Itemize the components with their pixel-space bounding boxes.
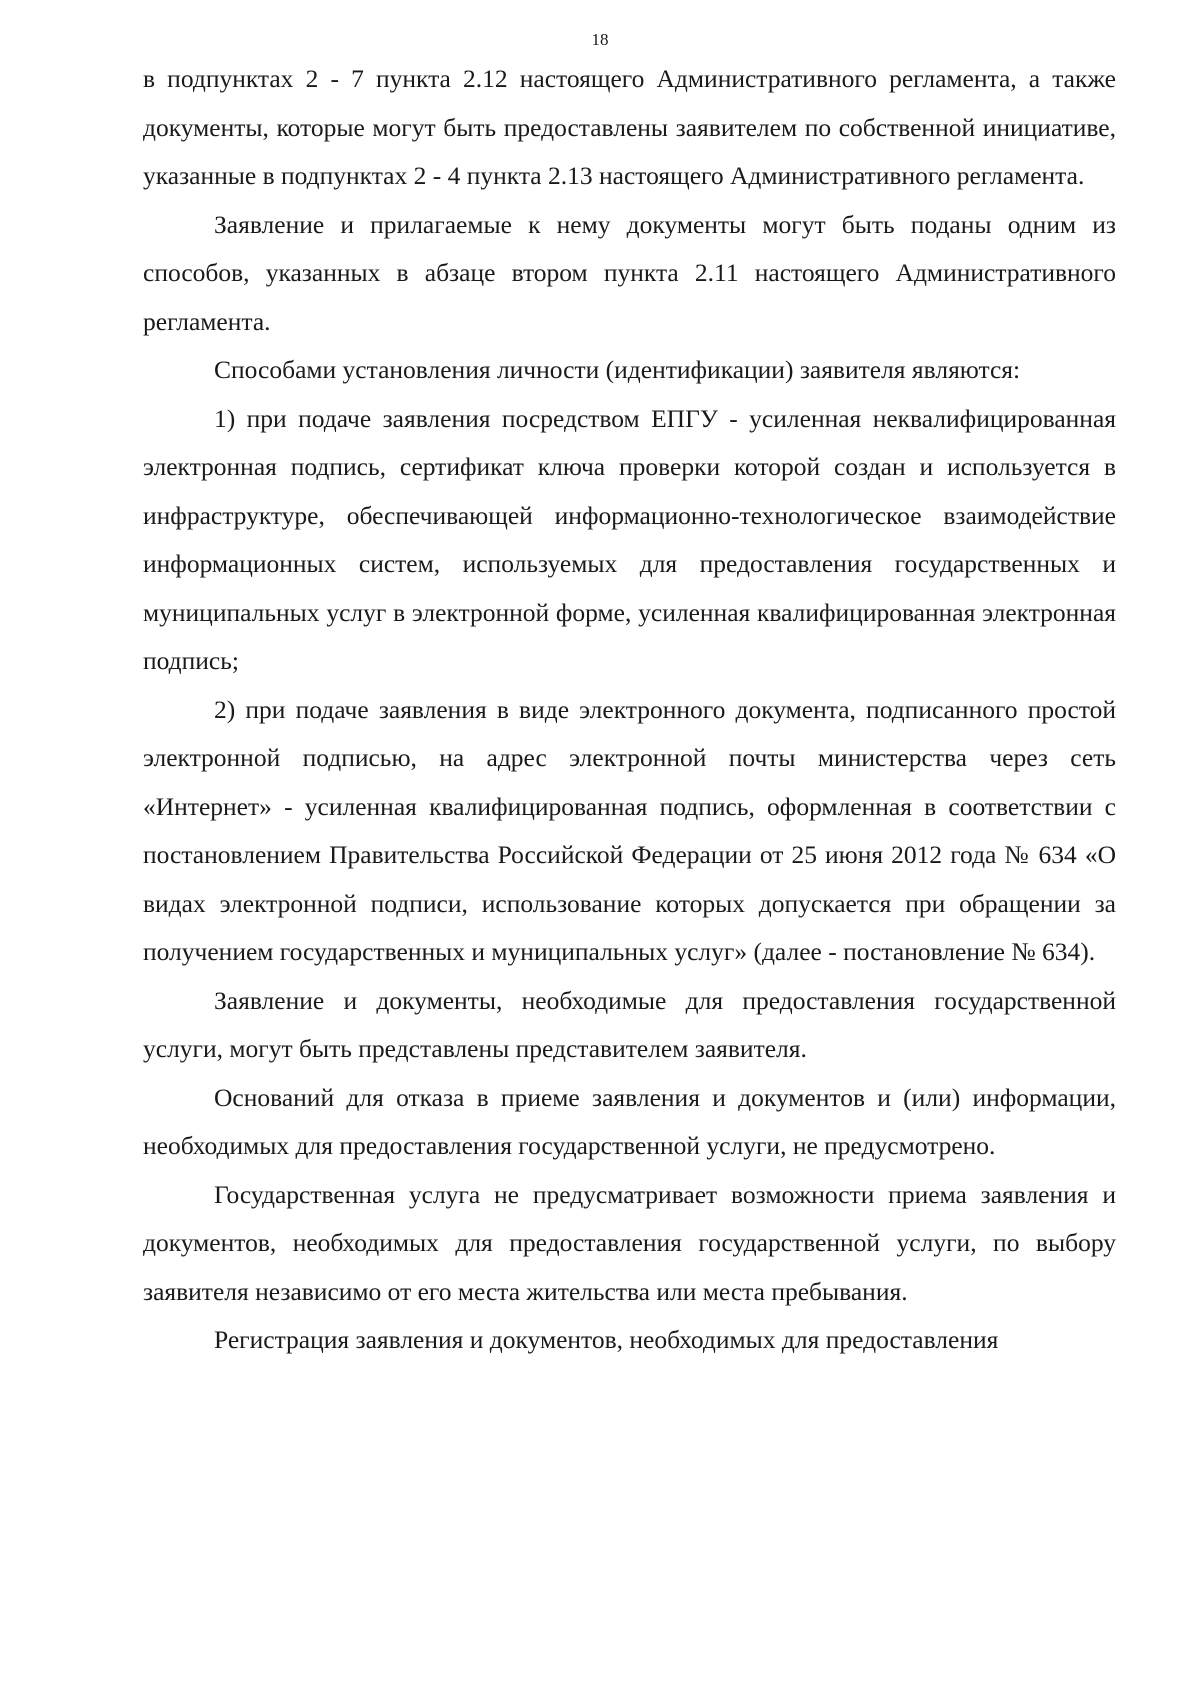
document-body bbox=[143, 55, 1116, 1365]
list-item-1: 1) при подаче заявления посредством ЕПГУ - усиленная неквалифицированная электронная подпись, сертификат ключа проверки которой создан и используется в инфраструктуре, обеспечивающей информационно-технологическое взаимодействие информационных систем, используемых для предоставления государственных и муниципальных услуг в электронной форме, усиленная квалифицированная электронная подпись; bbox=[143, 403, 1116, 675]
paragraph-no-refusal-grounds: Оснований для отказа в приеме заявления и документов и (или) информации, необходимых для предоставления государственной услуги, не предусмотрено. bbox=[143, 1082, 1116, 1160]
list-item-2: 2) при подаче заявления в виде электронного документа, подписанного простой электронной подписью, на адрес электронной почты министерства через сеть «Интернет» - усиленная квалифицированная подпись, оформленная в соответствии с постановлением Правительства Российской Федерации от 25 июня 2012 года № 634 «О видах электронной подписи, использование которых допускается при обращении за получением государственных и муниципальных услуг» (далее - постановление № 634). bbox=[143, 694, 1116, 966]
paragraph-continuation: в подпунктах 2 - 7 пункта 2.12 настоящего Административного регламента, а также документы, которые могут быть предоставлены заявителем по собственной инициативе, указанные в подпунктах 2 - 4 пункта 2.13 настоящего Административного регламента. bbox=[143, 64, 1116, 190]
paragraph-identification-methods: Способами установления личности (идентификации) заявителя являются: bbox=[214, 355, 1021, 384]
paragraph-extraterritorial: Государственная услуга не предусматривает возможности приема заявления и документов, необходимых для предоставления государственной услуги, по выбору заявителя независимо от его места жительства или места пребывания. bbox=[143, 1179, 1116, 1306]
paragraph-representative: Заявление и документы, необходимые для предоставления государственной услуги, могут быть представлены представителем заявителя. bbox=[143, 985, 1116, 1063]
paragraph-registration: Регистрация заявления и документов, необходимых для предоставления bbox=[214, 1325, 999, 1354]
page-number: 18 bbox=[591, 30, 609, 49]
paragraph-submission-methods: Заявление и прилагаемые к нему документы могут быть поданы одним из способов, указанных в абзаце втором пункта 2.11 настоящего Административного регламента. bbox=[143, 209, 1116, 336]
